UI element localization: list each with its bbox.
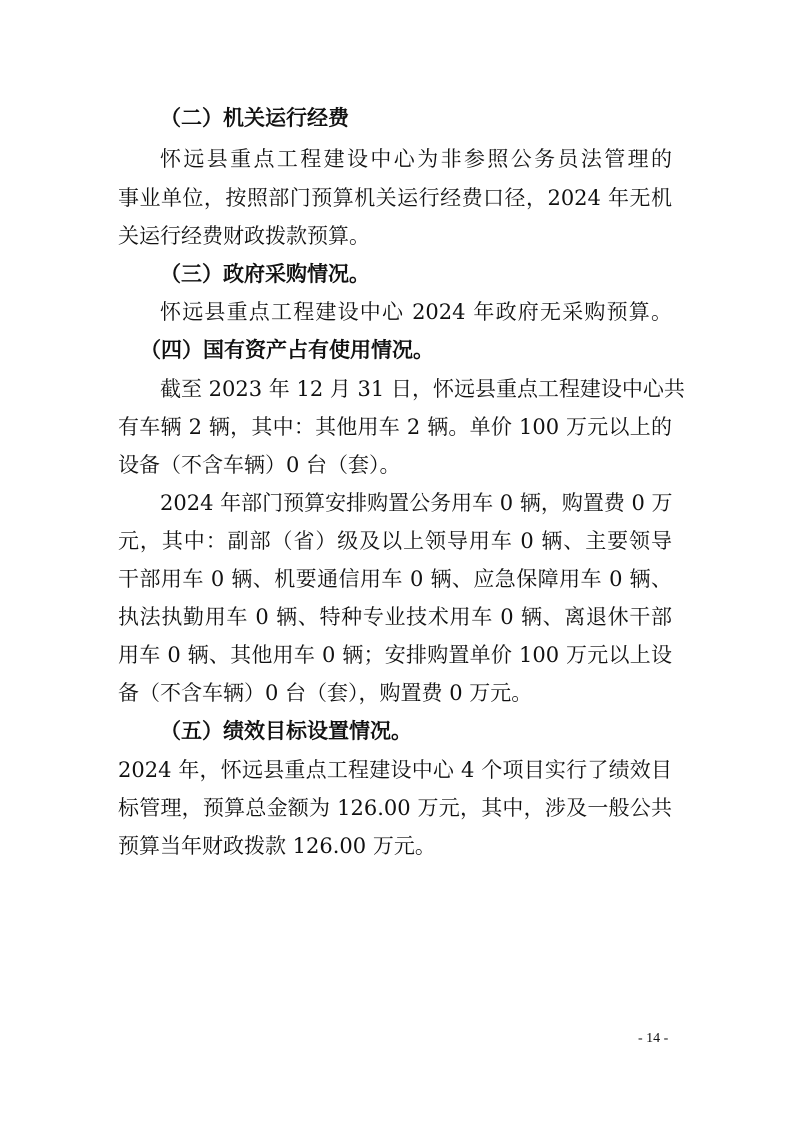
paragraph-line: 有车辆 2 辆，其中：其他用车 2 辆。单价 100 万元以上的 bbox=[118, 415, 672, 439]
paragraph-line: 2024 年部门预算安排购置公务用车 0 辆，购置费 0 万 bbox=[160, 491, 673, 515]
section-heading-operating-expenses: （二）机关运行经费 bbox=[160, 105, 349, 130]
paragraph-line: 怀远县重点工程建设中心为非参照公务员法管理的 bbox=[160, 147, 672, 171]
paragraph-line: 标管理，预算总金额为 126.00 万元，其中，涉及一般公共 bbox=[118, 796, 672, 820]
paragraph-line: 怀远县重点工程建设中心 2024 年政府无采购预算。 bbox=[160, 300, 672, 324]
paragraph-line: 截至 2023 年 12 月 31 日，怀远县重点工程建设中心共 bbox=[160, 377, 685, 401]
paragraph-line: 干部用车 0 辆、机要通信用车 0 辆、应急保障用车 0 辆、 bbox=[118, 567, 672, 591]
section-heading-state-assets: （四）国有资产占有使用情况。 bbox=[140, 337, 434, 362]
paragraph-line: 2024 年，怀远县重点工程建设中心 4 个项目实行了绩效目 bbox=[118, 758, 672, 782]
paragraph-line: 事业单位，按照部门预算机关运行经费口径，2024 年无机 bbox=[118, 186, 672, 210]
page-number: - 14 - bbox=[638, 1031, 669, 1046]
paragraph-line: 备（不含车辆）0 台（套），购置费 0 万元。 bbox=[118, 681, 533, 705]
paragraph-line: 关运行经费财政拨款预算。 bbox=[118, 224, 370, 248]
section-heading-performance-goals: （五）绩效目标设置情况。 bbox=[160, 718, 412, 743]
paragraph-line: 执法执勤用车 0 辆、特种专业技术用车 0 辆、离退休干部 bbox=[118, 605, 672, 629]
paragraph-line: 元，其中：副部（省）级及以上领导用车 0 辆、主要领导 bbox=[118, 529, 672, 553]
paragraph-line: 用车 0 辆、其他用车 0 辆；安排购置单价 100 万元以上设 bbox=[118, 643, 672, 667]
section-heading-government-procurement: （三）政府采购情况。 bbox=[160, 261, 370, 286]
paragraph-line: 预算当年财政拨款 126.00 万元。 bbox=[118, 834, 436, 858]
paragraph-line: 设备（不含车辆）0 台（套）。 bbox=[118, 453, 401, 477]
